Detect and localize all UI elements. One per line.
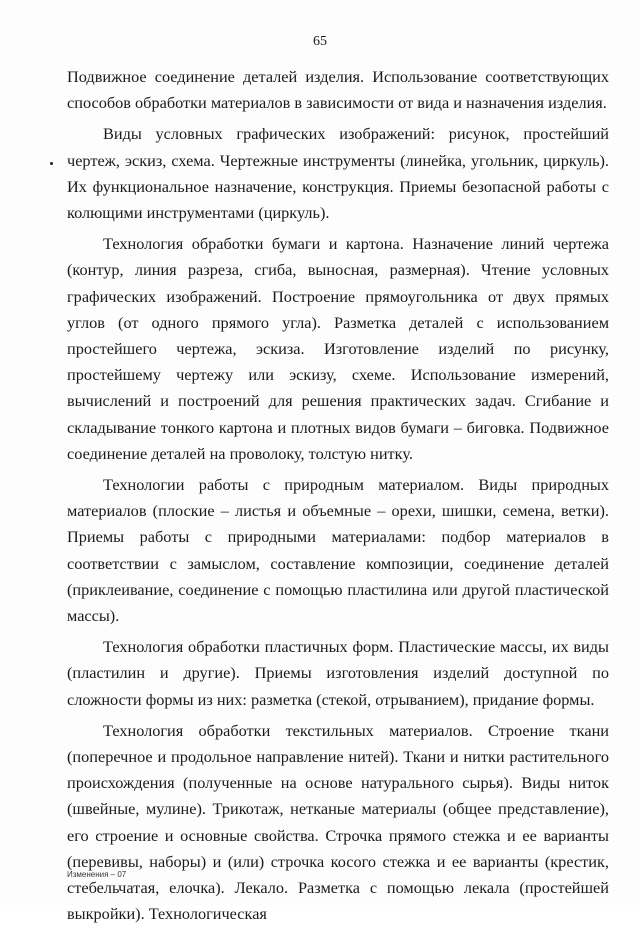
page-number: 65 <box>313 34 327 49</box>
paragraph-1: Подвижное соединение деталей изделия. Использование соответствующих способов обработки материалов в зависимости от вида и назначения изделия. <box>67 67 609 113</box>
paragraph-6: Технология обработки текстильных материалов. Строение ткани (поперечное и продольное направление нитей). Ткани и нитки растительного происхождения (полученные на основе натурального сырья). Виды ниток (швейные, мулине). Трикотаж, нетканые материалы (общее представление), его строение и основные свойства. Строчка прямого стежка и ее варианты (перевивы, наборы) и (или) строчка косого стежка и ее варианты (крестик, стебельчатая, елочка). Лекало. Разметка с помощью лекала (простейшей выкройки). Технологическая <box>67 720 609 924</box>
paragraph-2: Виды условных графических изображений: рисунок, простейший чертеж, эскиз, схема. Чертежные инструменты (линейка, угольник, циркуль). Их функциональное назначение, конструкция. Приемы безопасной работы с колющими инструментами (циркуль). <box>67 124 609 223</box>
paragraph-5: Технология обработки пластичных форм. Пластические массы, их виды (пластилин и другие). Приемы изготовления изделий доступной по сложности формы из них: разметка (стекой, отрыванием), придание формы. <box>67 637 609 709</box>
scan-artifact-dot <box>50 162 53 165</box>
body-text <box>67 64 609 933</box>
footer-revision-note: Изменения – 07 <box>67 870 127 879</box>
paragraph-4: Технологии работы с природным материалом. Виды природных материалов (плоские – листья и объемные – орехи, шишки, семена, ветки). Приемы работы с природными материалами: подбор материалов в соответствии с замыслом, составление композиции, соединение деталей (приклеивание, соединение с помощью пластилина или другой пластической массы). <box>67 475 609 626</box>
paragraph-3: Технология обработки бумаги и картона. Назначение линий чертежа (контур, линия разреза, сгиба, выносная, размерная). Чтение условных графических изображений. Построение прямоугольника от двух прямых углов (от одного прямого угла). Разметка деталей с использованием простейшего чертежа, эскиза. Изготовление изделий по рисунку, простейшему чертежу или эскизу, схеме. Использование измерений, вычислений и построений для решения практических задач. Сгибание и складывание тонкого картона и плотных видов бумаги – биговка. Подвижное соединение деталей на проволоку, толстую нитку. <box>67 234 609 463</box>
